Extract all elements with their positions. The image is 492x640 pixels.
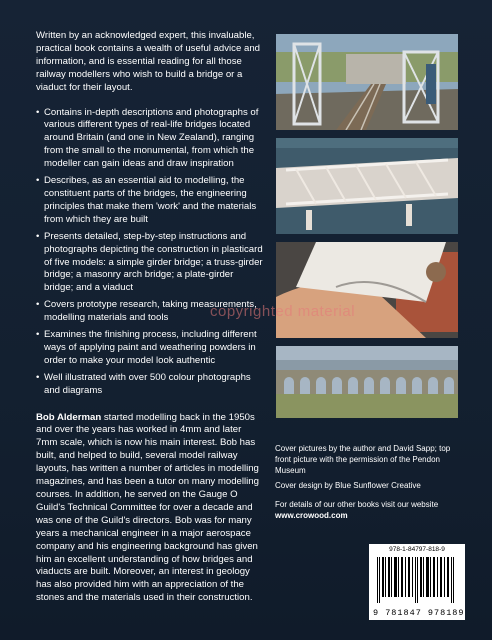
feature-item: • Describes, as an essential aid to modelling, the constituent parts of the bridges, the engineering principles that make them 'work' and the materials from which they are built: [36, 175, 264, 227]
feature-item: • Covers prototype research, taking measurements, modelling materials and tools: [36, 299, 264, 325]
photo-modelling-tools: [276, 242, 458, 338]
bio-text: started modelling back in the 1950s and over the years has worked in 4mm and later 7mm scale, which is now his main interest. Bob has built, and helped to build, several model railway layouts, has written a number of articles in modelling magazines, and has been a tutor on many modelling courses. In addition, he served on the Gauge O Guild's Technical Committee for over a decade and was one of the Guild's directors. Bob was for many years a mechanical engineer in a major aerospace company and his engineering background has given him an excellent understanding of how bridges and viaducts are built. Moreover, an interest in geology has also provided him with an appreciation of the stones and the materials used in their construction.: [36, 411, 259, 604]
photo-credits: Cover pictures by the author and David Sapp; top front picture with the permission of the Pendon Museum: [275, 444, 451, 475]
photo-column: [276, 34, 458, 426]
design-credit: Cover design by Blue Sunflower Creative: [275, 481, 421, 490]
intro-paragraph: Written by an acknowledged expert, this invaluable, practical book contains a wealth of useful advice and information, and is essential reading for all those railway modellers who wish to build a bridge or a viaduct for their layout.: [36, 30, 260, 93]
feature-item: • Well illustrated with over 500 colour photographs and diagrams: [36, 372, 264, 398]
feature-item: • Examines the finishing process, including different ways of applying paint and weathering powders in order to make your model look authentic: [36, 329, 264, 368]
photo-truss-bridge: [276, 34, 458, 130]
website-prefix: For details of our other books visit our website: [275, 500, 439, 509]
isbn-barcode: [369, 544, 465, 620]
website-link[interactable]: www.crowood.com: [275, 511, 348, 520]
watermark: copyrighted material: [210, 303, 356, 320]
website-line: [275, 499, 465, 521]
barcode-bars: [377, 557, 457, 603]
isbn-number: 978-1-84797-818-9: [389, 546, 445, 553]
author-bio: [36, 412, 264, 606]
isbn-digits: 9 781847 978189: [373, 608, 465, 618]
photo-model-bridges: [276, 138, 458, 234]
credits-block: [275, 443, 465, 525]
description-column: [36, 30, 264, 615]
feature-item: • Presents detailed, step-by-step instructions and photographs depicting the construction in plasticard of five models: a simple girder bridge; a truss-girder bridge; a masonry arch bridge; a plate-girder bridge; and a viaduct: [36, 231, 264, 296]
photo-viaduct: [276, 346, 458, 418]
feature-list: [36, 107, 264, 398]
feature-item: • Contains in-depth descriptions and photographs of various different types of real-life bridges located around Britain (and one in New Zealand), ranging from the small to the monumental, from which the modeller can gain ideas and draw inspiration: [36, 107, 264, 172]
author-name: Bob Alderman: [36, 411, 102, 423]
